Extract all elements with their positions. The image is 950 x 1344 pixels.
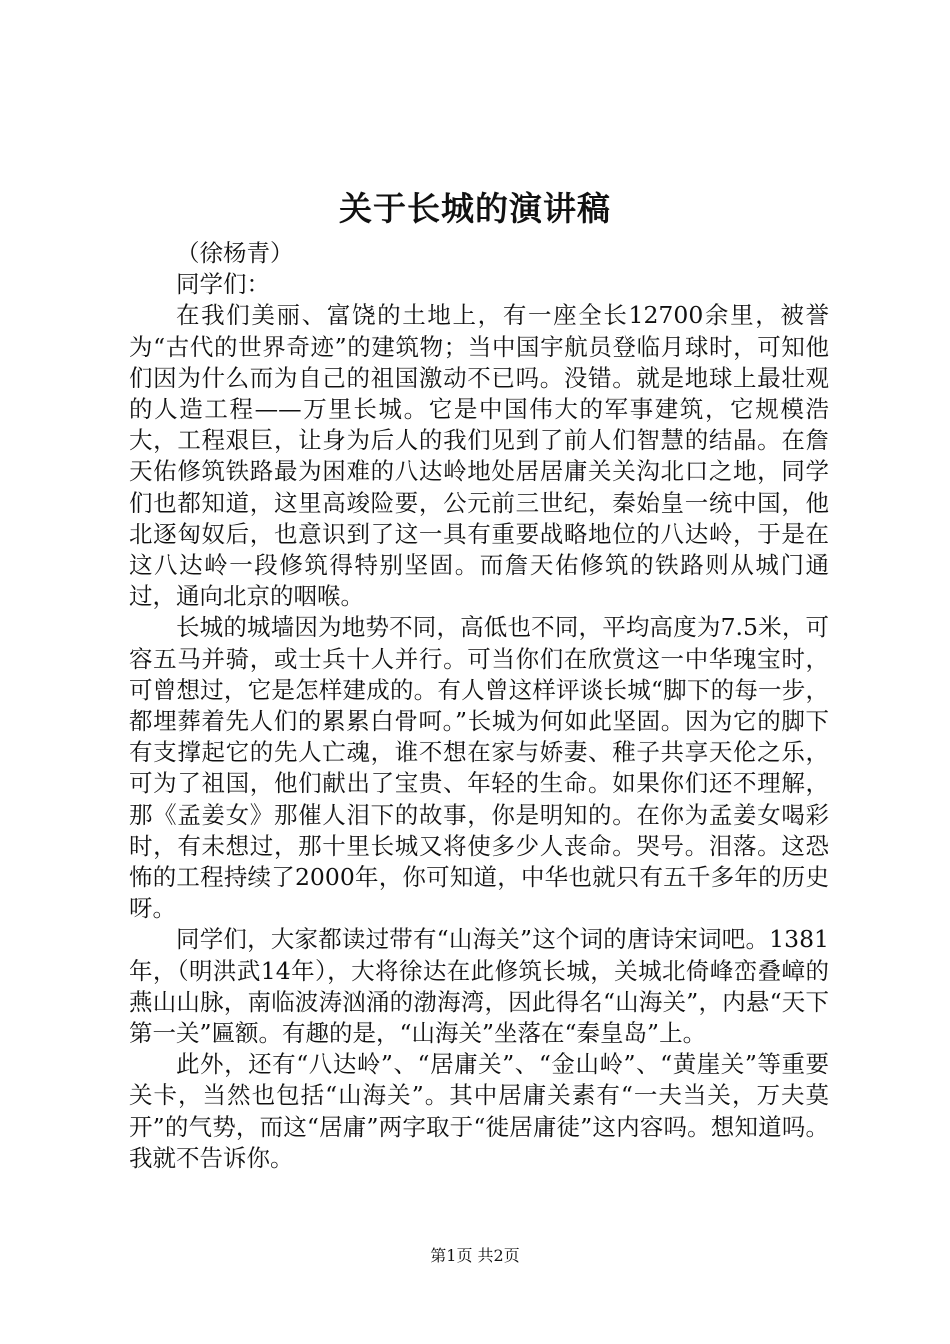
paragraph: 在我们美丽、富饶的土地上，有一座全长12700余里，被誉为“古代的世界奇迹”的建筑物；当中国宇航员登临月球时，可知他们因为什么而为自己的祖国激动不已吗。没错。就是地球上最壮观的人造工程——万里长城。它是中国伟大的军事建筑，它规模浩大，工程艰巨，让身为后人的我们见到了前人们智慧的结晶。在詹天佑修筑铁路最为困难的八达岭地处居居庸关关沟北口之地，同学们也都知道，这里高竣险要，公元前三世纪，秦始皇一统中国，他北逐匈奴后，也意识到了这一具有重要战略地位的八达岭，于是在这八达岭一段修筑得特别坚固。而詹天佑修筑的铁路则从城门通过，通向北京的咽喉。 [129, 301, 829, 611]
paragraph: 长城的城墙因为地势不同，高低也不同，平均高度为7.5米，可容五马并骑，或士兵十人并行。可当你们在欣赏这一中华瑰宝时，可曾想过，它是怎样建成的。有人曾这样评谈长城“脚下的每一步，都埋葬着先人们的累累白骨呵。”长城为何如此坚固。因为它的脚下有支撑起它的先人亡魂，谁不想在家与娇妻、稚子共享天伦之乐，可为了祖国，他们献出了宝贵、年轻的生命。如果你们还不理解，那《孟姜女》那催人泪下的故事，你是明知的。在你为孟姜女喝彩时，有未想过，那十里长城又将使多少人丧命。哭号。泪落。这恐怖的工程持续了2000年，你可知道，中华也就只有五千多年的历史呀。 [129, 613, 829, 923]
document-title: 关于长城的演讲稿 [339, 189, 611, 228]
greeting-line: 同学们： [176, 270, 270, 299]
paragraph: 此外，还有“八达岭”、“居庸关”、“金山岭”、“黄崖关”等重要关卡，当然也包括“山海关”。其中居庸关素有“一夫当关，万夫莫开”的气势，而这“居庸”两字取于“徙居庸徒”这内容吗。想知道吗。我就不告诉你。 [129, 1050, 829, 1172]
page-footer: 第1页 共2页 [430, 1246, 520, 1265]
author-line: （徐杨青） [176, 239, 294, 267]
document-body [129, 238, 829, 1174]
paragraph: 同学们，大家都读过带有“山海关”这个词的唐诗宋词吧。1381年，（明洪武14年），大将徐达在此修筑长城，关城北倚峰峦叠嶂的燕山山脉，南临波涛汹涌的渤海湾，因此得名“山海关”，内悬“天下第一关”匾额。有趣的是，“山海关”坐落在“秦皇岛”上。 [129, 925, 829, 1048]
